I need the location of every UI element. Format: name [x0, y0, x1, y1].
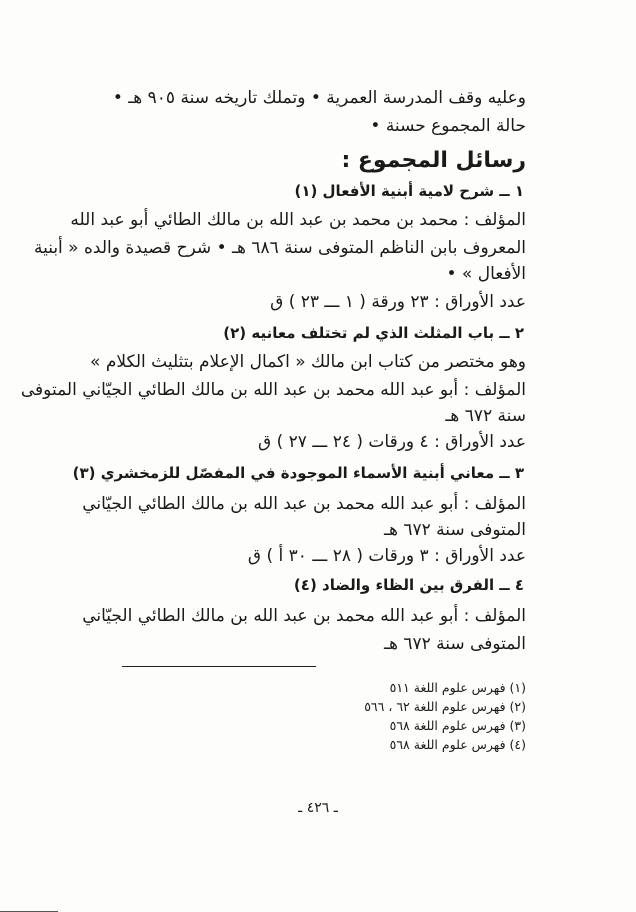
text-line: المؤلف : محمد بن محمد بن عبد الله بن مالك الطائي أبو عبد الله: [70, 210, 526, 230]
item-title: ١ ــ شرح لامية أبنية الأفعال (١): [294, 182, 524, 200]
page-number: ـ ٤٢٦ ـ: [298, 800, 338, 816]
text-line: المتوفى سنة ٦٧٢ هـ: [383, 634, 526, 654]
footnote: (٣) فهرس علوم اللغة ٥٦٨: [389, 718, 526, 733]
item-title: ٢ ــ باب المثلث الذي لم تختلف معانيه (٢): [223, 324, 524, 342]
text-line: عدد الأوراق : ٤ ورقات ( ٢٤ ـــ ٢٧ ) ق: [258, 432, 526, 452]
text-line: المؤلف : أبو عبد الله محمد بن عبد الله بن مالك الطائي الجيّاني: [82, 494, 526, 514]
text-line: المعروف بابن الناظم المتوفى سنة ٦٨٦ هـ • شرح قصيدة والده « أبنية: [33, 238, 526, 258]
footnote-divider: [122, 666, 316, 667]
footnote: (١) فهرس علوم اللغة ٥١١: [389, 680, 526, 695]
text-line: حالة المجموع حسنة •: [370, 116, 526, 136]
text-line: وهو مختصر من كتاب ابن مالك « اكمال الإعلام بتثليث الكلام »: [90, 352, 526, 372]
text-line: سنة ٦٧٢ هـ: [445, 406, 526, 426]
section-heading: رسائل المجموع :: [341, 148, 526, 173]
text-line: عدد الأوراق : ٣ ورقات ( ٢٨ ـــ ٣٠ أ ) ق: [247, 546, 526, 566]
item-title: ٣ ــ معاني أبنية الأسماء الموجودة في المفصّل للزمخشري (٣): [72, 464, 524, 482]
text-line: الأفعال » •: [446, 264, 526, 284]
footnote: (٢) فهرس علوم اللغة ٦٢ ، ٥٦٦: [364, 699, 526, 714]
item-title: ٤ ــ الفرق بين الظاء والضاد (٤): [293, 576, 524, 594]
footnote: (٤) فهرس علوم اللغة ٥٦٨: [389, 737, 526, 752]
text-line: المتوفى سنة ٦٧٢ هـ: [383, 520, 526, 540]
text-line: المؤلف : أبو عبد الله محمد بن عبد الله بن مالك الطائي الجيّاني المتوفى: [20, 380, 526, 400]
text-line: وعليه وقف المدرسة العمرية • وتملك تاريخه سنة ٩٠٥ هـ •: [112, 88, 526, 108]
text-line: المؤلف : أبو عبد الله محمد بن عبد الله بن مالك الطائي الجيّاني: [82, 606, 526, 626]
text-line: عدد الأوراق : ٢٣ ورقة ( ١ ـــ ٢٣ ) ق: [270, 292, 526, 312]
